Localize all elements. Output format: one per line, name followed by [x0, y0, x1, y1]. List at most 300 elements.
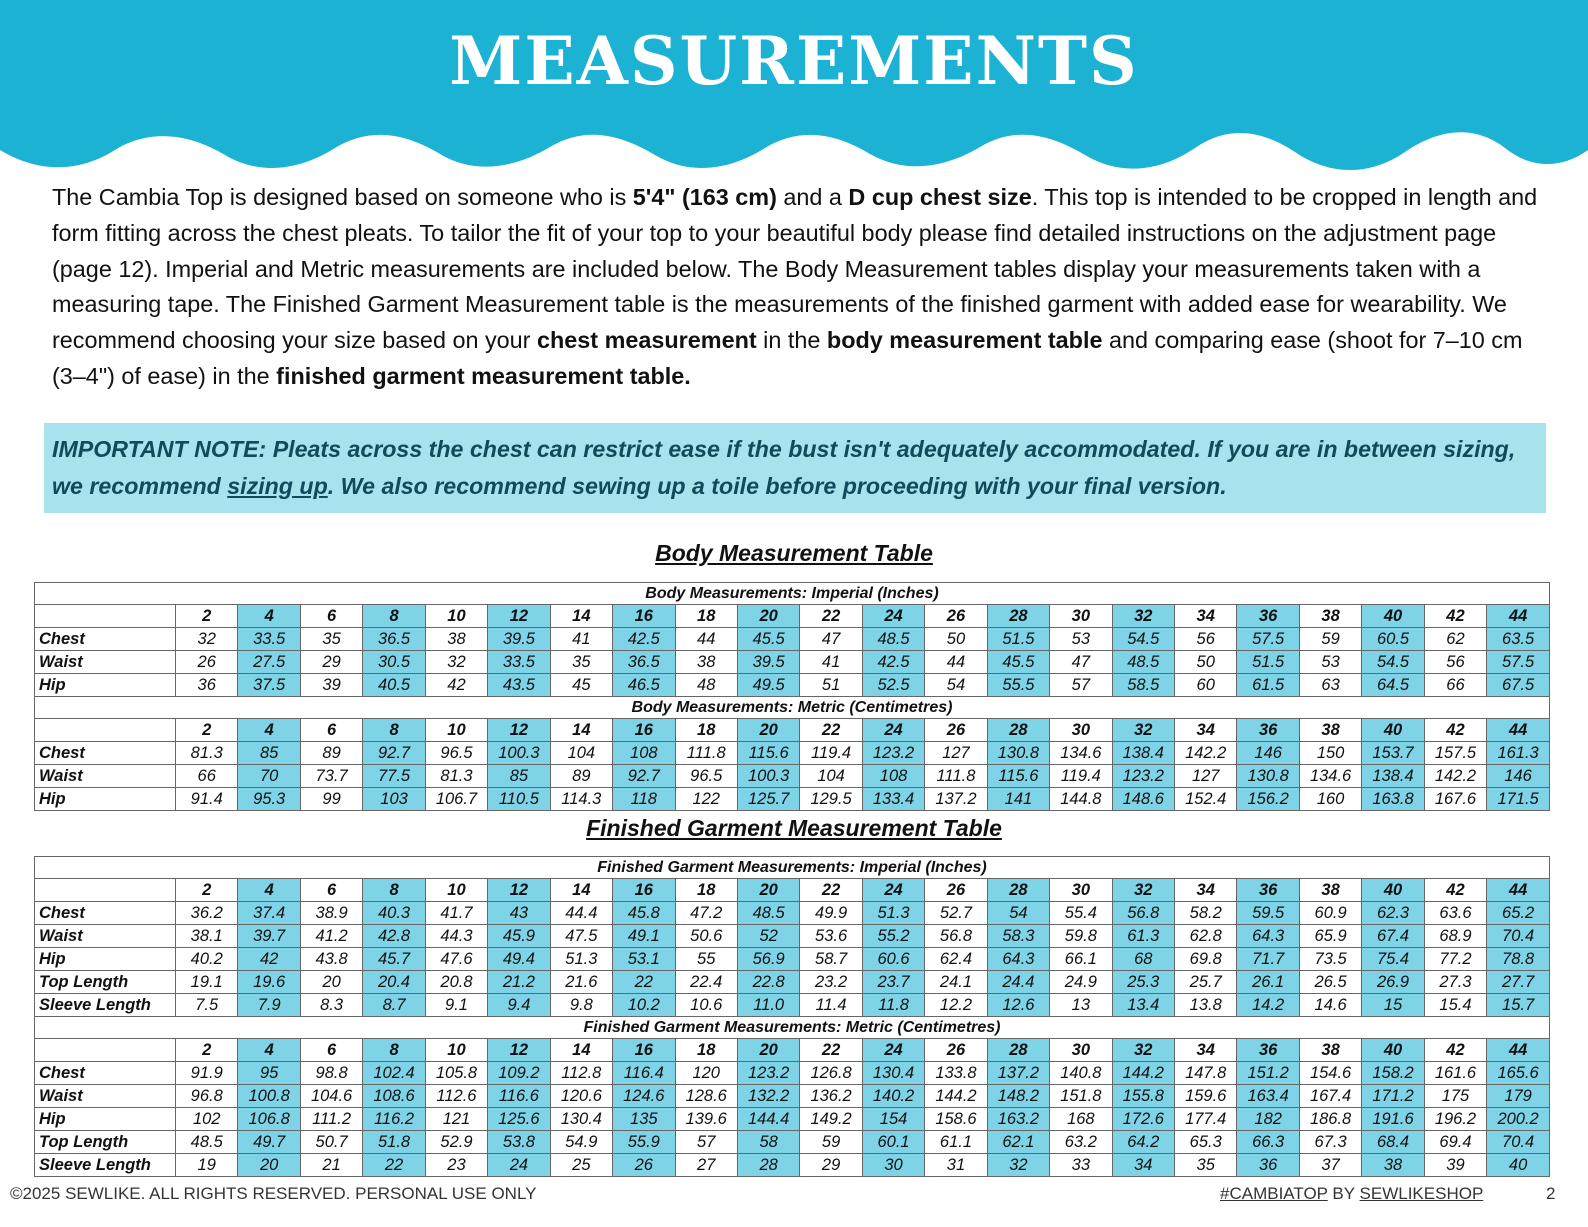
table-row — [35, 674, 1550, 697]
size-header: 10 — [425, 879, 487, 902]
value-cell: 116.2 — [363, 1108, 425, 1131]
value-cell: 134.6 — [1299, 765, 1361, 788]
value-cell: 148.2 — [987, 1085, 1049, 1108]
size-header: 28 — [987, 605, 1049, 628]
value-cell: 100.8 — [238, 1085, 300, 1108]
value-cell: 177.4 — [1175, 1108, 1237, 1131]
value-cell: 73.5 — [1299, 948, 1361, 971]
value-cell: 140.2 — [862, 1085, 924, 1108]
value-cell: 106.7 — [425, 788, 487, 811]
value-cell: 95 — [238, 1062, 300, 1085]
value-cell: 144.2 — [925, 1085, 987, 1108]
value-cell: 56.8 — [925, 925, 987, 948]
value-cell: 38.9 — [300, 902, 362, 925]
size-header: 34 — [1175, 605, 1237, 628]
size-header: 6 — [300, 605, 362, 628]
size-header: 4 — [238, 605, 300, 628]
value-cell: 46.5 — [613, 674, 675, 697]
value-cell: 51.5 — [987, 628, 1049, 651]
hashtag-link[interactable]: #CAMBIATOP — [1220, 1184, 1328, 1203]
footer-credit: #CAMBIATOP BY SEWLIKESHOP — [1220, 1184, 1484, 1203]
value-cell: 24.4 — [987, 971, 1049, 994]
value-cell: 129.5 — [800, 788, 862, 811]
size-header: 24 — [862, 605, 924, 628]
section-heading: Finished Garment Measurements: Metric (Centimetres) — [35, 1017, 1550, 1039]
value-cell: 92.7 — [613, 765, 675, 788]
value-cell: 142.2 — [1424, 765, 1486, 788]
value-cell: 96.8 — [176, 1085, 238, 1108]
intro-segment: D cup chest size — [848, 184, 1032, 210]
value-cell: 36.5 — [613, 651, 675, 674]
value-cell: 130.4 — [550, 1108, 612, 1131]
size-header: 26 — [925, 879, 987, 902]
value-cell: 37.4 — [238, 902, 300, 925]
value-cell: 39.7 — [238, 925, 300, 948]
value-cell: 168 — [1050, 1108, 1112, 1131]
value-cell: 119.4 — [800, 742, 862, 765]
value-cell: 67.5 — [1487, 674, 1550, 697]
size-header: 18 — [675, 605, 737, 628]
value-cell: 167.6 — [1424, 788, 1486, 811]
value-cell: 111.2 — [300, 1108, 362, 1131]
value-cell: 137.2 — [987, 1062, 1049, 1085]
value-cell: 60.1 — [862, 1131, 924, 1154]
value-cell: 148.6 — [1112, 788, 1174, 811]
value-cell: 137.2 — [925, 788, 987, 811]
value-cell: 56 — [1175, 628, 1237, 651]
value-cell: 49.7 — [238, 1131, 300, 1154]
size-header: 10 — [425, 1039, 487, 1062]
value-cell: 141 — [987, 788, 1049, 811]
value-cell: 191.6 — [1362, 1108, 1424, 1131]
value-cell: 41 — [550, 628, 612, 651]
value-cell: 108.6 — [363, 1085, 425, 1108]
value-cell: 53.6 — [800, 925, 862, 948]
value-cell: 85 — [238, 742, 300, 765]
size-header: 38 — [1299, 719, 1361, 742]
value-cell: 102 — [176, 1108, 238, 1131]
value-cell: 133.4 — [862, 788, 924, 811]
size-header: 14 — [550, 605, 612, 628]
value-cell: 153.7 — [1362, 742, 1424, 765]
value-cell: 13.4 — [1112, 994, 1174, 1017]
value-cell: 53.1 — [613, 948, 675, 971]
row-label: Waist — [35, 1085, 176, 1108]
value-cell: 118 — [613, 788, 675, 811]
value-cell: 102.4 — [363, 1062, 425, 1085]
size-header: 28 — [987, 879, 1049, 902]
value-cell: 132.2 — [737, 1085, 799, 1108]
value-cell: 45.9 — [488, 925, 550, 948]
value-cell: 48.5 — [862, 628, 924, 651]
value-cell: 58.5 — [1112, 674, 1174, 697]
value-cell: 49.1 — [613, 925, 675, 948]
value-cell: 33.5 — [238, 628, 300, 651]
value-cell: 58 — [737, 1131, 799, 1154]
value-cell: 35 — [300, 628, 362, 651]
size-header: 40 — [1362, 719, 1424, 742]
value-cell: 25.3 — [1112, 971, 1174, 994]
size-header: 26 — [925, 605, 987, 628]
value-cell: 142.2 — [1175, 742, 1237, 765]
value-cell: 125.6 — [488, 1108, 550, 1131]
value-cell: 64.3 — [1237, 925, 1299, 948]
value-cell: 50.7 — [300, 1131, 362, 1154]
size-header: 40 — [1362, 1039, 1424, 1062]
row-label: Hip — [35, 674, 176, 697]
value-cell: 40.2 — [176, 948, 238, 971]
value-cell: 100.3 — [737, 765, 799, 788]
value-cell: 30.5 — [363, 651, 425, 674]
value-cell: 136.2 — [800, 1085, 862, 1108]
size-header: 4 — [238, 719, 300, 742]
value-cell: 64.3 — [987, 948, 1049, 971]
value-cell: 35 — [1175, 1154, 1237, 1177]
table-row — [35, 651, 1550, 674]
value-cell: 48 — [675, 674, 737, 697]
size-header: 38 — [1299, 1039, 1361, 1062]
intro-segment: in the — [756, 327, 827, 354]
size-header: 22 — [800, 719, 862, 742]
value-cell: 42 — [425, 674, 487, 697]
value-cell: 15.4 — [1424, 994, 1486, 1017]
value-cell: 99 — [300, 788, 362, 811]
value-cell: 77.5 — [363, 765, 425, 788]
size-header: 20 — [737, 879, 799, 902]
value-cell: 30 — [862, 1154, 924, 1177]
value-cell: 54.9 — [550, 1131, 612, 1154]
corner-cell — [35, 719, 176, 742]
value-cell: 144.2 — [1112, 1062, 1174, 1085]
size-header: 32 — [1112, 1039, 1174, 1062]
table-row — [35, 1108, 1550, 1131]
value-cell: 65.3 — [1175, 1131, 1237, 1154]
value-cell: 49.9 — [800, 902, 862, 925]
value-cell: 26.1 — [1237, 971, 1299, 994]
intro-segment: . This top is intended to be cropped in length and form fitting across the chest pleats. To tailor the fit of your top to your beautiful body please find detailed instructions on the adjustment page (page 12). Imperial and Metric measurements are included below. The Body Measurement tables display your measurements taken with a measuring tape. The Finished Garment Measurement table is the measurements of the finished garment with added ease for wearability. We recommend choosing your size based on your — [52, 184, 1538, 354]
value-cell: 40.5 — [363, 674, 425, 697]
value-cell: 62.1 — [987, 1131, 1049, 1154]
value-cell: 66 — [176, 765, 238, 788]
value-cell: 70 — [238, 765, 300, 788]
size-header: 34 — [1175, 719, 1237, 742]
size-header: 10 — [425, 605, 487, 628]
value-cell: 70.4 — [1487, 1131, 1550, 1154]
value-cell: 47.6 — [425, 948, 487, 971]
value-cell: 171.2 — [1362, 1085, 1424, 1108]
value-cell: 149.2 — [800, 1108, 862, 1131]
value-cell: 27 — [675, 1154, 737, 1177]
value-cell: 60 — [1175, 674, 1237, 697]
value-cell: 112.6 — [425, 1085, 487, 1108]
value-cell: 9.4 — [488, 994, 550, 1017]
size-header: 18 — [675, 719, 737, 742]
value-cell: 43.8 — [300, 948, 362, 971]
value-cell: 127 — [925, 742, 987, 765]
value-cell: 38.1 — [176, 925, 238, 948]
value-cell: 14.6 — [1299, 994, 1361, 1017]
value-cell: 123.2 — [737, 1062, 799, 1085]
intro-segment: chest measurement — [536, 327, 757, 354]
value-cell: 50.6 — [675, 925, 737, 948]
header-banner — [0, 0, 1588, 190]
value-cell: 115.6 — [987, 765, 1049, 788]
garment-measurement-table — [34, 856, 1550, 1177]
value-cell: 167.4 — [1299, 1085, 1361, 1108]
value-cell: 75.4 — [1362, 948, 1424, 971]
value-cell: 165.6 — [1487, 1062, 1550, 1085]
value-cell: 45.5 — [737, 628, 799, 651]
value-cell: 47.5 — [550, 925, 612, 948]
size-header: 14 — [550, 719, 612, 742]
value-cell: 13 — [1050, 994, 1112, 1017]
value-cell: 47 — [1050, 651, 1112, 674]
value-cell: 63 — [1299, 674, 1361, 697]
size-header: 42 — [1424, 719, 1486, 742]
value-cell: 23.2 — [800, 971, 862, 994]
size-header: 16 — [613, 605, 675, 628]
value-cell: 134.6 — [1050, 742, 1112, 765]
value-cell: 103 — [363, 788, 425, 811]
value-cell: 51.8 — [363, 1131, 425, 1154]
value-cell: 54 — [925, 674, 987, 697]
size-header: 20 — [737, 719, 799, 742]
intro-segment: 5'4" (163 cm) — [632, 184, 777, 210]
value-cell: 175 — [1424, 1085, 1486, 1108]
size-header: 12 — [488, 879, 550, 902]
sizing-up-link: sizing up — [227, 473, 328, 499]
value-cell: 33 — [1050, 1154, 1112, 1177]
value-cell: 120.6 — [550, 1085, 612, 1108]
value-cell: 96.5 — [675, 765, 737, 788]
value-cell: 108 — [862, 765, 924, 788]
value-cell: 130.8 — [987, 742, 1049, 765]
size-header-row — [35, 879, 1550, 902]
size-header: 40 — [1362, 605, 1424, 628]
value-cell: 25.7 — [1175, 971, 1237, 994]
value-cell: 62.3 — [1362, 902, 1424, 925]
value-cell: 52.9 — [425, 1131, 487, 1154]
size-header: 2 — [176, 605, 238, 628]
row-label: Waist — [35, 651, 176, 674]
value-cell: 54.5 — [1112, 628, 1174, 651]
value-cell: 68.9 — [1424, 925, 1486, 948]
row-label: Sleeve Length — [35, 994, 176, 1017]
value-cell: 144.4 — [737, 1108, 799, 1131]
value-cell: 22.4 — [675, 971, 737, 994]
value-cell: 48.5 — [1112, 651, 1174, 674]
size-header: 44 — [1487, 605, 1550, 628]
row-label: Waist — [35, 765, 176, 788]
section-heading: Body Measurements: Metric (Centimetres) — [35, 697, 1550, 719]
value-cell: 15.7 — [1487, 994, 1550, 1017]
value-cell: 138.4 — [1112, 742, 1174, 765]
size-header-row — [35, 605, 1550, 628]
value-cell: 61.5 — [1237, 674, 1299, 697]
value-cell: 36 — [1237, 1154, 1299, 1177]
value-cell: 104.6 — [300, 1085, 362, 1108]
size-header: 24 — [862, 719, 924, 742]
size-header: 36 — [1237, 1039, 1299, 1062]
value-cell: 11.0 — [737, 994, 799, 1017]
corner-cell — [35, 879, 176, 902]
size-header: 44 — [1487, 1039, 1550, 1062]
size-header: 26 — [925, 1039, 987, 1062]
value-cell: 10.6 — [675, 994, 737, 1017]
value-cell: 100.3 — [488, 742, 550, 765]
size-header: 14 — [550, 1039, 612, 1062]
value-cell: 69.8 — [1175, 948, 1237, 971]
value-cell: 40.3 — [363, 902, 425, 925]
size-header: 44 — [1487, 719, 1550, 742]
size-header: 18 — [675, 1039, 737, 1062]
value-cell: 33.5 — [488, 651, 550, 674]
value-cell: 9.8 — [550, 994, 612, 1017]
row-label: Top Length — [35, 1131, 176, 1154]
value-cell: 41.7 — [425, 902, 487, 925]
value-cell: 61.1 — [925, 1131, 987, 1154]
size-header-row — [35, 1039, 1550, 1062]
value-cell: 111.8 — [925, 765, 987, 788]
value-cell: 20 — [238, 1154, 300, 1177]
section-heading: Body Measurements: Imperial (Inches) — [35, 583, 1550, 605]
value-cell: 26 — [613, 1154, 675, 1177]
value-cell: 158.2 — [1362, 1062, 1424, 1085]
size-header: 32 — [1112, 879, 1174, 902]
value-cell: 20 — [300, 971, 362, 994]
value-cell: 57.5 — [1487, 651, 1550, 674]
value-cell: 108 — [613, 742, 675, 765]
value-cell: 61.3 — [1112, 925, 1174, 948]
row-label: Chest — [35, 1062, 176, 1085]
value-cell: 32 — [987, 1154, 1049, 1177]
value-cell: 123.2 — [862, 742, 924, 765]
value-cell: 67.3 — [1299, 1131, 1361, 1154]
size-header: 38 — [1299, 879, 1361, 902]
size-header: 6 — [300, 719, 362, 742]
value-cell: 24 — [488, 1154, 550, 1177]
value-cell: 42 — [238, 948, 300, 971]
value-cell: 47 — [800, 628, 862, 651]
row-label: Sleeve Length — [35, 1154, 176, 1177]
value-cell: 104 — [550, 742, 612, 765]
value-cell: 179 — [1487, 1085, 1550, 1108]
value-cell: 161.6 — [1424, 1062, 1486, 1085]
table-row — [35, 925, 1550, 948]
value-cell: 66.3 — [1237, 1131, 1299, 1154]
size-header: 34 — [1175, 1039, 1237, 1062]
value-cell: 21 — [300, 1154, 362, 1177]
size-header: 32 — [1112, 719, 1174, 742]
value-cell: 157.5 — [1424, 742, 1486, 765]
value-cell: 62.4 — [925, 948, 987, 971]
value-cell: 44.3 — [425, 925, 487, 948]
table-row — [35, 628, 1550, 651]
size-header: 22 — [800, 605, 862, 628]
size-header: 10 — [425, 719, 487, 742]
value-cell: 63.5 — [1487, 628, 1550, 651]
shop-link[interactable]: SEWLIKESHOP — [1359, 1184, 1484, 1203]
value-cell: 56 — [1424, 651, 1486, 674]
value-cell: 135 — [613, 1108, 675, 1131]
value-cell: 24.1 — [925, 971, 987, 994]
value-cell: 53 — [1299, 651, 1361, 674]
value-cell: 22 — [363, 1154, 425, 1177]
value-cell: 127 — [1175, 765, 1237, 788]
row-label: Hip — [35, 788, 176, 811]
value-cell: 7.5 — [176, 994, 238, 1017]
value-cell: 163.8 — [1362, 788, 1424, 811]
corner-cell — [35, 605, 176, 628]
value-cell: 123.2 — [1112, 765, 1174, 788]
value-cell: 55.2 — [862, 925, 924, 948]
value-cell: 55.9 — [613, 1131, 675, 1154]
value-cell: 156.2 — [1237, 788, 1299, 811]
size-header: 34 — [1175, 879, 1237, 902]
corner-cell — [35, 1039, 176, 1062]
value-cell: 163.4 — [1237, 1085, 1299, 1108]
value-cell: 91.4 — [176, 788, 238, 811]
size-header: 36 — [1237, 605, 1299, 628]
value-cell: 39.5 — [737, 651, 799, 674]
size-header: 30 — [1050, 719, 1112, 742]
value-cell: 31 — [925, 1154, 987, 1177]
value-cell: 19.6 — [238, 971, 300, 994]
value-cell: 19.1 — [176, 971, 238, 994]
value-cell: 154 — [862, 1108, 924, 1131]
value-cell: 60.9 — [1299, 902, 1361, 925]
intro-segment: The Cambia Top is designed based on someone who is — [52, 184, 633, 210]
value-cell: 44 — [675, 628, 737, 651]
value-cell: 45.8 — [613, 902, 675, 925]
value-cell: 56.9 — [737, 948, 799, 971]
value-cell: 35 — [550, 651, 612, 674]
value-cell: 23.7 — [862, 971, 924, 994]
value-cell: 42.5 — [862, 651, 924, 674]
value-cell: 60.5 — [1362, 628, 1424, 651]
value-cell: 147.8 — [1175, 1062, 1237, 1085]
value-cell: 20.4 — [363, 971, 425, 994]
value-cell: 65.2 — [1487, 902, 1550, 925]
important-note — [44, 423, 1546, 513]
value-cell: 77.2 — [1424, 948, 1486, 971]
size-header: 30 — [1050, 1039, 1112, 1062]
value-cell: 32 — [176, 628, 238, 651]
size-header: 42 — [1424, 605, 1486, 628]
value-cell: 50 — [925, 628, 987, 651]
value-cell: 69.4 — [1424, 1131, 1486, 1154]
intro-segment: body measurement table — [826, 327, 1103, 354]
value-cell: 67.4 — [1362, 925, 1424, 948]
value-cell: 10.2 — [613, 994, 675, 1017]
value-cell: 38 — [1362, 1154, 1424, 1177]
value-cell: 81.3 — [425, 765, 487, 788]
value-cell: 121 — [425, 1108, 487, 1131]
value-cell: 53 — [1050, 628, 1112, 651]
value-cell: 39.5 — [488, 628, 550, 651]
size-header: 16 — [613, 719, 675, 742]
value-cell: 89 — [550, 765, 612, 788]
value-cell: 66.1 — [1050, 948, 1112, 971]
value-cell: 51 — [800, 674, 862, 697]
value-cell: 119.4 — [1050, 765, 1112, 788]
value-cell: 63.6 — [1424, 902, 1486, 925]
value-cell: 54 — [987, 902, 1049, 925]
size-header: 8 — [363, 879, 425, 902]
value-cell: 50 — [1175, 651, 1237, 674]
value-cell: 159.6 — [1175, 1085, 1237, 1108]
size-header: 6 — [300, 1039, 362, 1062]
